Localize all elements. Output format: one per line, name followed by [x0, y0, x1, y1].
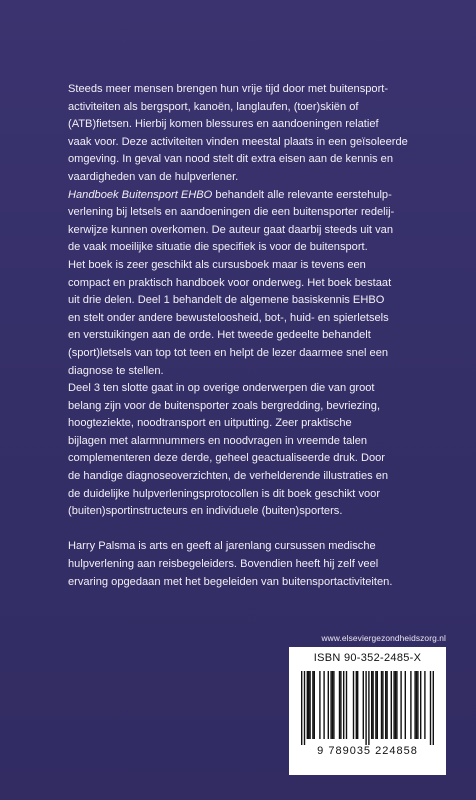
text-line: complementeren deze derde, geheel geactualiseerde druk. Door	[68, 452, 385, 465]
barcode-bar	[307, 671, 308, 739]
barcode-bar	[308, 671, 309, 739]
text-line: behandelt alle relevante eerstehulp-	[212, 188, 392, 201]
publisher-website: www.elseviergezondheidszorg.nl	[321, 633, 446, 643]
barcode-bar	[346, 671, 347, 739]
isbn-number: ISBN 90-352-2485-X	[313, 652, 422, 664]
barcode-bar	[414, 671, 415, 739]
text-line: Harry Palsma is arts en geeft al jarenlang cursussen medische	[68, 540, 376, 553]
barcode-bar	[396, 671, 397, 739]
text-line: (sport)letsels van top tot teen en helpt de lezer daarmee snel een	[68, 346, 389, 359]
blurb-text	[68, 81, 430, 591]
text-line: ervaring opgedaan met het begeleiden van buitensportactiviteiten.	[68, 575, 393, 588]
text-line: Deel 3 ten slotte gaat in op overige onderwerpen die van groot	[68, 382, 375, 395]
intro-paragraph	[68, 81, 430, 187]
barcode-bar	[382, 671, 383, 739]
text-line: kerwijze kunnen overkomen. De auteur gaat daarbij steeds uit van	[68, 223, 393, 236]
barcode-bar	[323, 671, 324, 739]
barcode-bar	[417, 671, 418, 739]
barcode-bar	[328, 671, 329, 739]
barcode-bar	[400, 671, 401, 739]
text-line: de duidelijke hulpverleningsprotocollen is dit boek geschikt voor	[68, 487, 381, 500]
text-line: vaardigheden van de hulpverlener.	[68, 170, 239, 183]
book-summary-paragraph	[68, 187, 430, 257]
text-line: belang zijn voor de buitensporter zoals bergredding, bevriezing,	[68, 399, 381, 412]
barcode-bar	[385, 671, 386, 739]
barcode-bar	[309, 671, 310, 739]
ean-digits: 9 789035 224858	[317, 745, 418, 757]
barcode-bar	[377, 671, 378, 739]
text-line: omgeving. In geval van nood stelt dit extra eisen aan de kennis en	[68, 153, 394, 166]
barcode-bar	[363, 671, 364, 739]
text-line: Het boek is zeer geschikt als cursusboek maar is tevens een	[68, 258, 366, 271]
barcode-bar	[314, 671, 315, 739]
barcode-bar	[330, 671, 331, 739]
text-line: activiteiten als bergsport, kanoën, langlaufen, (toer)skiën of	[68, 100, 359, 113]
barcode-bar	[433, 671, 434, 745]
barcode-bar	[304, 671, 305, 745]
barcode-bar	[365, 671, 366, 745]
barcode-bar	[395, 671, 396, 739]
text-line: hulpverlening aan reisbegeleiders. Bovendien heeft hij zelf veel	[68, 558, 379, 571]
text-line: de vaak moeilijke situatie die specifiek is voor de buitensport.	[68, 241, 368, 254]
barcode-bar	[339, 671, 340, 739]
text-line: (ATB)fietsen. Hierbij komen blessures en aandoeningen relatief	[68, 118, 379, 131]
text-line: hoogteziekte, noodtransport en uitputting. Zeer praktische	[68, 417, 352, 430]
barcode-bar	[332, 671, 333, 739]
barcode-bar	[343, 671, 344, 739]
part-three-paragraph	[68, 380, 430, 521]
text-line: compact en praktisch handboek voor onderweg. Het boek bestaat	[68, 276, 392, 289]
barcode-bar	[410, 671, 411, 739]
barcode-bar	[386, 671, 387, 739]
text-line: en stelt onder andere bewusteloosheid, bot-, huid- en spierletsels	[68, 311, 389, 324]
barcode-bar	[420, 671, 421, 739]
barcode-bar	[319, 671, 320, 739]
barcode-bar	[391, 671, 392, 739]
barcode-bar	[393, 671, 394, 739]
barcode-bar	[301, 671, 302, 745]
text-line: uit drie delen. Deel 1 behandelt de algemene basiskennis EHBO	[68, 294, 385, 307]
barcode-bar	[356, 671, 357, 739]
barcode-bar	[430, 671, 431, 745]
barcode-bar	[371, 671, 372, 739]
text-line: diagnose te stellen.	[68, 364, 164, 377]
barcode-bar	[340, 671, 341, 739]
text-line: de handige diagnoseoverzichten, de verhelderende illustraties en	[68, 470, 389, 483]
book-title-italic: Handboek Buitensport EHBO	[68, 188, 213, 201]
barcode-bar	[368, 671, 369, 745]
text-line: Steeds meer mensen brengen hun vrije tijd door met buitensport-	[68, 83, 389, 95]
barcode-bar	[405, 671, 406, 739]
barcode-bar	[353, 671, 354, 739]
barcode-bar	[424, 671, 425, 739]
text-line: verlening bij letsels en aandoeningen die een buitensporter redelij-	[68, 206, 395, 219]
barcode-bar	[416, 671, 417, 739]
ean-barcode	[299, 671, 436, 745]
barcode-label	[289, 647, 446, 775]
text-line: (buiten)sportinstructeurs en individuele (buiten)sporters.	[68, 505, 343, 518]
author-bio-paragraph	[68, 538, 430, 591]
structure-paragraph	[68, 257, 430, 380]
text-line: en verstuikingen aan de orde. Het tweede gedeelte behandelt	[68, 329, 371, 342]
barcode-bar	[375, 671, 376, 739]
barcode-bar	[372, 671, 373, 739]
barcode-bar	[357, 671, 358, 739]
barcode-bar	[333, 671, 334, 739]
text-line: vaak voor. Deze activiteiten vinden meestal plaats in een geïsoleerde	[68, 135, 408, 148]
text-line: bijlagen met alarmnummers en noodvragen in vreemde talen	[68, 434, 368, 447]
barcode-bar	[381, 671, 382, 739]
barcode-bar	[312, 671, 313, 739]
